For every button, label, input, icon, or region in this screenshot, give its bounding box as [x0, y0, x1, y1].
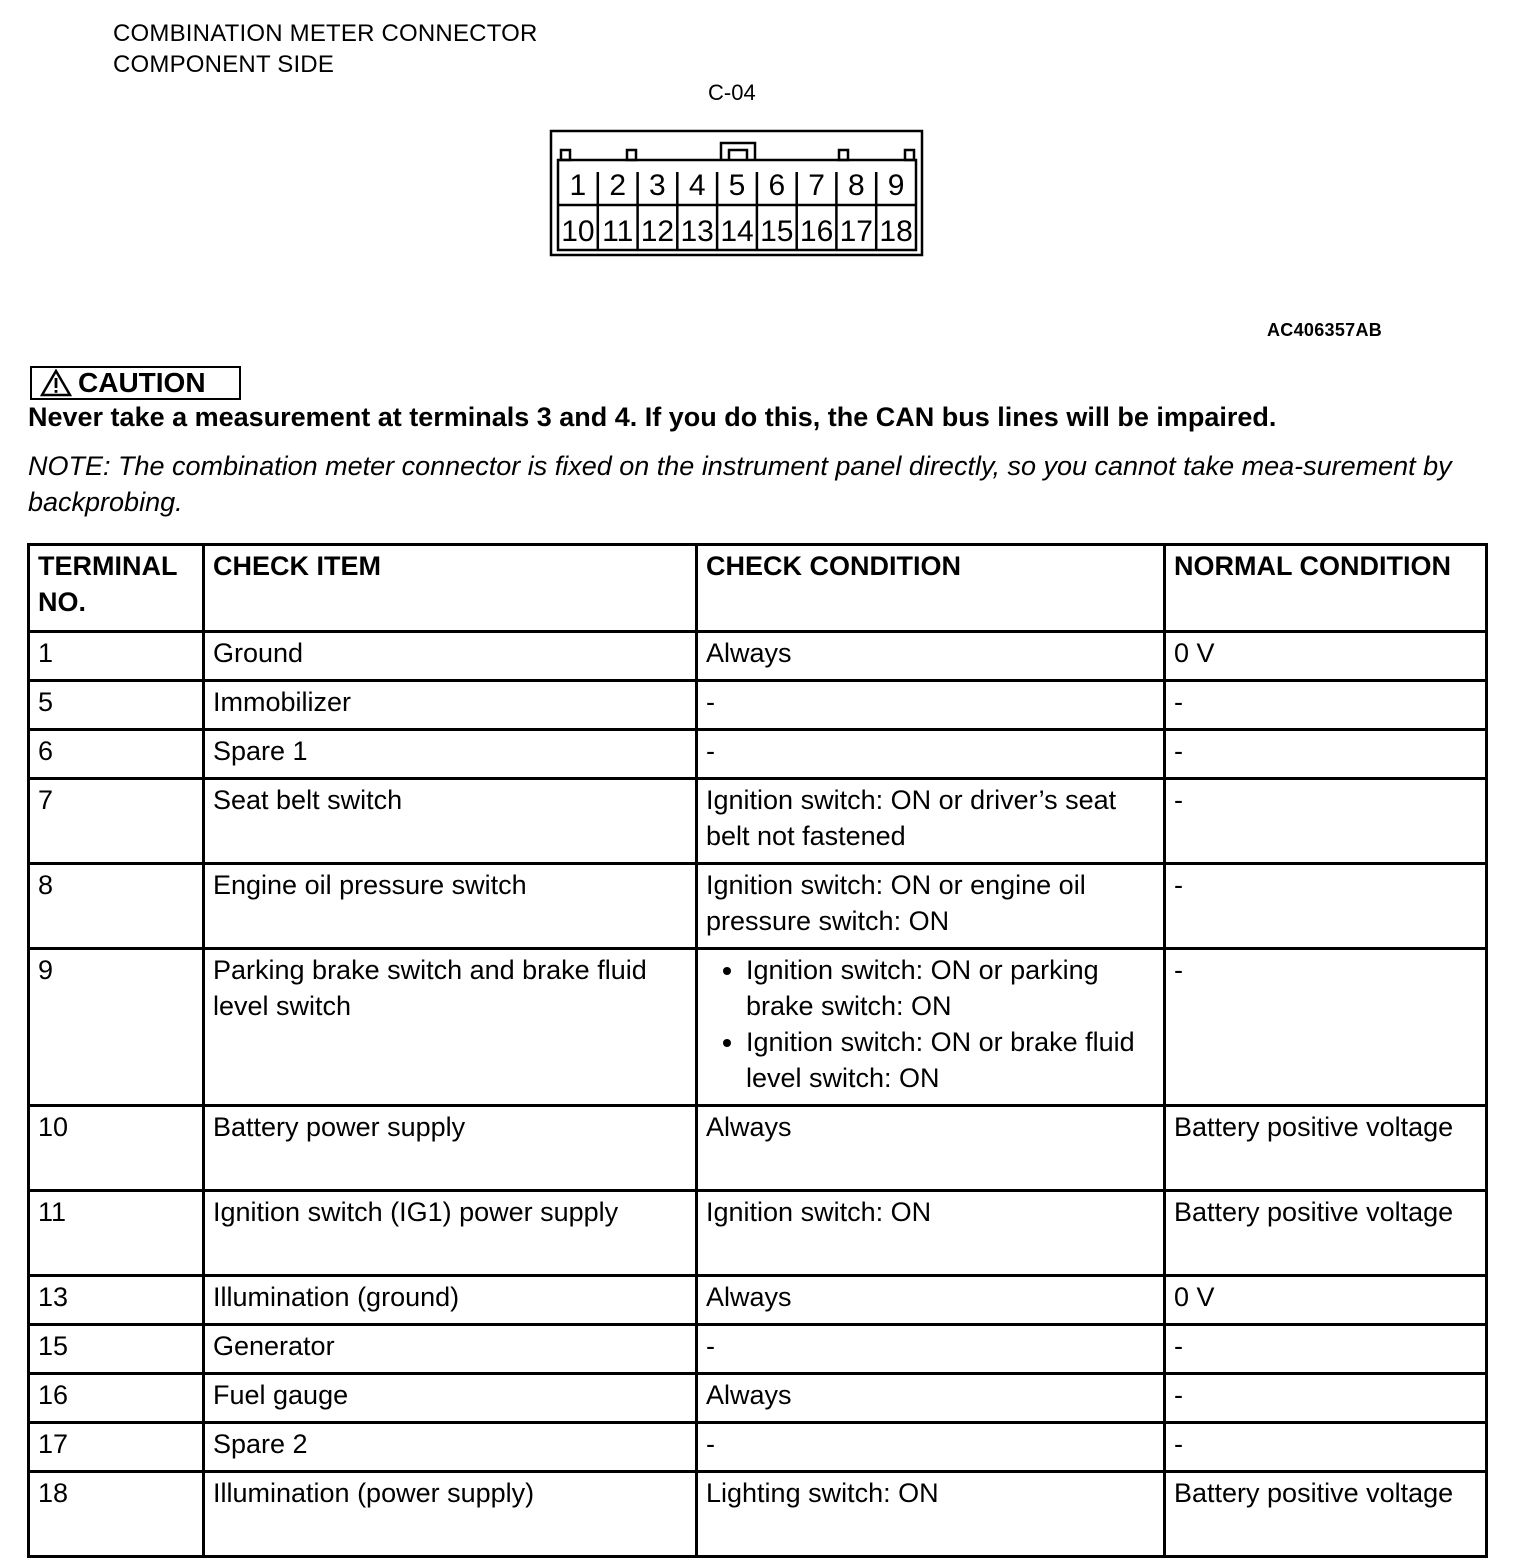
pin-label: 5 — [728, 169, 746, 202]
cell-normal-condition: - — [1165, 1374, 1487, 1423]
pin-label: 2 — [609, 169, 627, 202]
cell-check-item: Spare 1 — [204, 730, 697, 779]
diagram-title-line1: COMBINATION METER CONNECTOR — [113, 20, 538, 47]
figure-code: AC406357AB — [1267, 320, 1383, 340]
cell-check-item: Ignition switch (IG1) power supply — [204, 1191, 697, 1276]
pin-label: 6 — [768, 169, 786, 202]
cell-check-item: Spare 2 — [204, 1423, 697, 1472]
cell-check-condition: Ignition switch: ON or engine oil pressure switch: ON — [697, 864, 1165, 949]
table-row — [29, 864, 1487, 949]
cell-normal-condition: Battery positive voltage — [1165, 1472, 1487, 1557]
header-check-item: CHECK ITEM — [204, 545, 697, 632]
terminal-check-table — [27, 543, 1488, 1558]
header-normal-condition: NORMAL CONDITION — [1165, 545, 1487, 632]
pin-label: 10 — [561, 215, 595, 248]
caution-text: Never take a measurement at terminals 3 and 4. If you do this, the CAN bus lines will be impaired. — [28, 402, 1277, 432]
cell-check-item: Illumination (power supply) — [204, 1472, 697, 1557]
cell-check-item: Illumination (ground) — [204, 1276, 697, 1325]
cell-normal-condition: - — [1165, 949, 1487, 1106]
cell-check-item: Parking brake switch and brake fluid level switch — [204, 949, 697, 1106]
connector-latch — [905, 150, 914, 160]
cell-check-item: Immobilizer — [204, 681, 697, 730]
cell-check-condition: Always — [697, 1276, 1165, 1325]
cell-terminal: 7 — [29, 779, 204, 864]
cell-terminal: 16 — [29, 1374, 204, 1423]
table-row — [29, 632, 1487, 681]
table-row — [29, 730, 1487, 779]
pin-label: 9 — [887, 169, 905, 202]
table-row — [29, 1423, 1487, 1472]
caution-box — [30, 366, 241, 400]
connector-diagram — [546, 126, 928, 260]
cell-terminal: 11 — [29, 1191, 204, 1276]
cell-check-condition: Lighting switch: ON — [697, 1472, 1165, 1557]
note-text: NOTE: The combination meter connector is fixed on the instrument panel directly, so you cannot take mea-surement by backprobing. — [28, 451, 1452, 517]
pin-label: 15 — [760, 215, 794, 248]
cell-terminal: 6 — [29, 730, 204, 779]
pin-label: 11 — [602, 215, 634, 248]
cell-normal-condition: 0 V — [1165, 632, 1487, 681]
cell-normal-condition: 0 V — [1165, 1276, 1487, 1325]
pin-label: 8 — [847, 169, 865, 202]
cell-check-item: Fuel gauge — [204, 1374, 697, 1423]
table-header-row — [29, 545, 1487, 632]
table-row — [29, 1374, 1487, 1423]
connector-latch — [627, 150, 636, 160]
cell-check-item: Ground — [204, 632, 697, 681]
cell-check-condition — [697, 949, 1165, 1106]
cell-terminal: 15 — [29, 1325, 204, 1374]
header-terminal: TERMINAL NO. — [29, 545, 204, 632]
cell-normal-condition: - — [1165, 1423, 1487, 1472]
pin-label: 14 — [720, 215, 754, 248]
table-row — [29, 1472, 1487, 1557]
pin-label: 4 — [688, 169, 706, 202]
cell-terminal: 18 — [29, 1472, 204, 1557]
caution-label: CAUTION — [78, 367, 206, 398]
cell-normal-condition: - — [1165, 730, 1487, 779]
cell-check-condition: - — [697, 1423, 1165, 1472]
cell-terminal: 1 — [29, 632, 204, 681]
cell-normal-condition: - — [1165, 1325, 1487, 1374]
connector-latch — [561, 150, 570, 160]
cell-normal-condition: - — [1165, 681, 1487, 730]
cell-terminal: 10 — [29, 1106, 204, 1191]
pin-label: 17 — [839, 215, 873, 248]
cell-check-item: Generator — [204, 1325, 697, 1374]
cell-check-condition: - — [697, 681, 1165, 730]
cell-check-condition: Always — [697, 1374, 1165, 1423]
cell-check-condition: Ignition switch: ON — [697, 1191, 1165, 1276]
check-condition-bullet-list — [706, 952, 1155, 1096]
pin-label: 12 — [640, 215, 675, 248]
table-row — [29, 779, 1487, 864]
pin-label: 18 — [879, 215, 913, 248]
pin-label: 13 — [680, 215, 714, 248]
list-item: • Ignition switch: ON or brake fluid level switch: ON — [746, 1024, 1155, 1096]
cell-check-condition: - — [697, 1325, 1165, 1374]
table-row — [29, 949, 1487, 1106]
cell-normal-condition: - — [1165, 779, 1487, 864]
cell-check-condition: Always — [697, 632, 1165, 681]
cell-check-condition: Always — [697, 1106, 1165, 1191]
connector-key — [721, 143, 755, 160]
cell-normal-condition: Battery positive voltage — [1165, 1191, 1487, 1276]
table-row — [29, 1106, 1487, 1191]
cell-normal-condition: - — [1165, 864, 1487, 949]
cell-check-condition: - — [697, 730, 1165, 779]
cell-check-item: Battery power supply — [204, 1106, 697, 1191]
cell-terminal: 8 — [29, 864, 204, 949]
table-row — [29, 1191, 1487, 1276]
cell-terminal: 9 — [29, 949, 204, 1106]
pin-label: 7 — [808, 169, 825, 202]
table-row — [29, 681, 1487, 730]
list-item: • Ignition switch: ON or parking brake switch: ON — [746, 952, 1155, 1024]
pin-label: 16 — [799, 215, 834, 248]
warning-icon — [40, 369, 72, 397]
pin-label: 1 — [569, 169, 587, 202]
diagram-title — [113, 18, 538, 80]
cell-check-item: Engine oil pressure switch — [204, 864, 697, 949]
connector-id: C-04 — [708, 80, 756, 105]
diagram-title-line2: COMPONENT SIDE — [113, 51, 335, 78]
cell-terminal: 5 — [29, 681, 204, 730]
cell-terminal: 17 — [29, 1423, 204, 1472]
cell-check-condition: Ignition switch: ON or driver’s seat belt not fastened — [697, 779, 1165, 864]
cell-normal-condition: Battery positive voltage — [1165, 1106, 1487, 1191]
pin-label: 3 — [649, 169, 666, 202]
table-row — [29, 1276, 1487, 1325]
table-row — [29, 1325, 1487, 1374]
cell-terminal: 13 — [29, 1276, 204, 1325]
connector-key-inner — [729, 150, 747, 160]
connector-latch — [839, 150, 848, 160]
cell-check-item: Seat belt switch — [204, 779, 697, 864]
header-check-condition: CHECK CONDITION — [697, 545, 1165, 632]
